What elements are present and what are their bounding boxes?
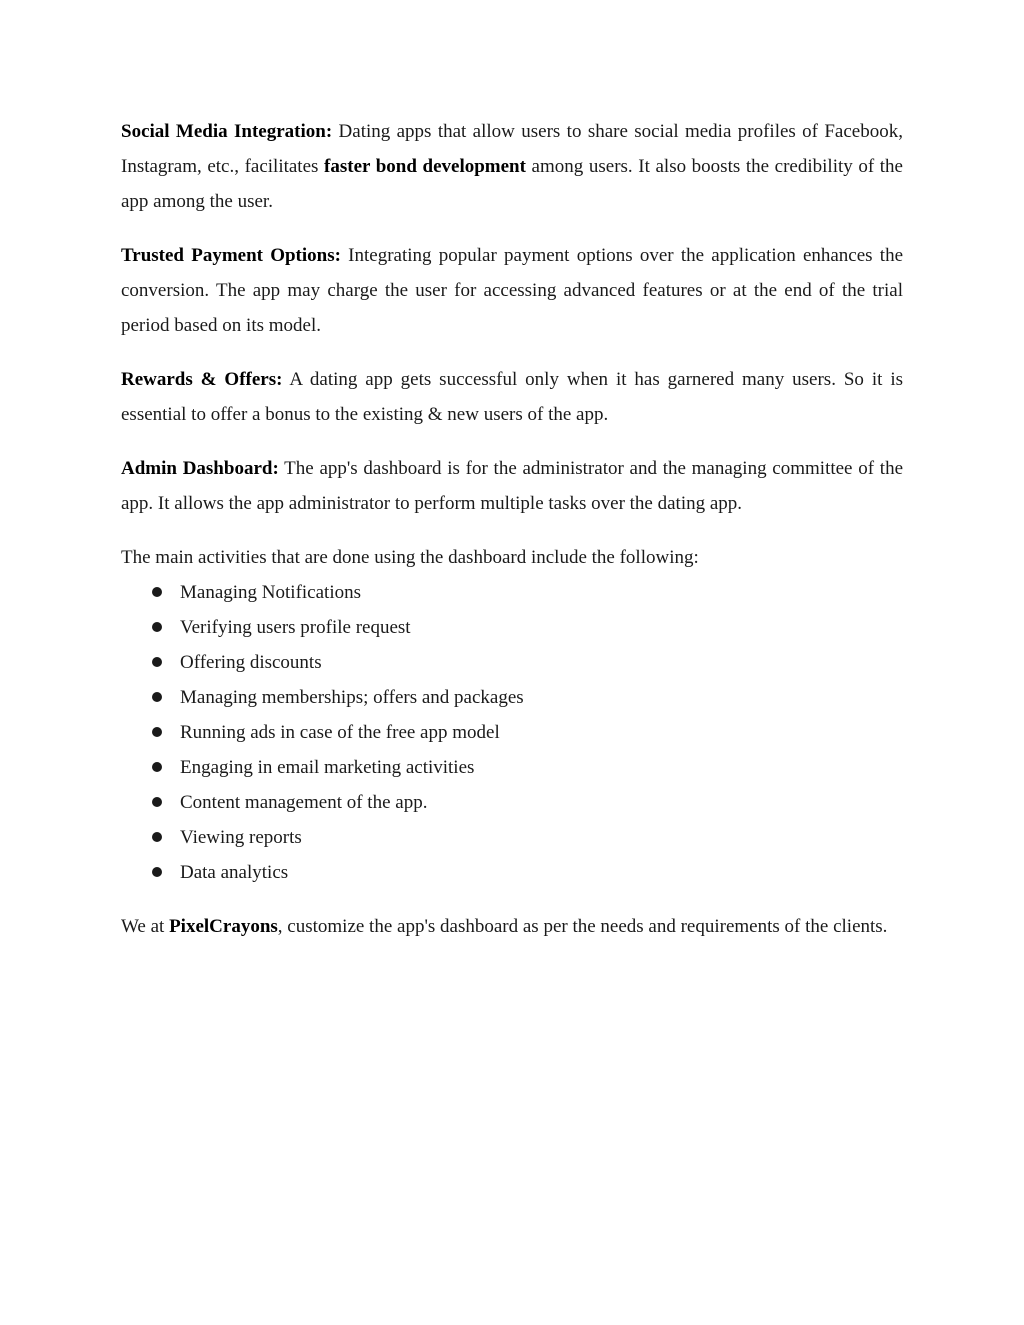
paragraph-text: , customize the app's dashboard as per the needs and requirements of the clients. xyxy=(277,916,888,937)
trusted-payment-options-paragraph xyxy=(121,238,903,343)
list-item xyxy=(121,785,903,820)
bullet-icon xyxy=(152,692,162,702)
bullet-icon xyxy=(152,762,162,772)
paragraph-text: We at xyxy=(121,916,170,937)
rewards-offers-heading: Rewards & Offers: xyxy=(121,369,283,390)
admin-dashboard-heading: Admin Dashboard: xyxy=(121,458,279,479)
rewards-offers-paragraph xyxy=(121,362,903,432)
list-item xyxy=(121,610,903,645)
activities-list xyxy=(121,575,903,890)
list-item xyxy=(121,820,903,855)
document-page xyxy=(121,114,903,963)
list-item xyxy=(121,855,903,890)
paragraph-text: A dating app gets successful only when it has garnered many users. So it is essential to offer a bonus to the existing & new users of the app. xyxy=(121,369,903,425)
list-item-text: Running ads in case of the free app model xyxy=(180,722,500,743)
activities-intro: The main activities that are done using the dashboard include the following: xyxy=(121,547,699,568)
list-item-text: Offering discounts xyxy=(180,652,322,673)
list-item-text: Engaging in email marketing activities xyxy=(180,757,475,778)
list-item-text: Data analytics xyxy=(180,862,289,883)
faster-bond-development-emphasis: faster bond development xyxy=(324,156,526,177)
bullet-icon xyxy=(152,867,162,877)
paragraph-text: The app's dashboard is for the administrator and the managing committee of the app. It allows the app administrator to perform multiple tasks over the dating app. xyxy=(121,458,903,514)
paragraph-text: Dating apps that allow users to share social media profiles of Facebook, Instagram, etc., facilitates xyxy=(121,121,903,177)
bullet-icon xyxy=(152,622,162,632)
trusted-payment-options-heading: Trusted Payment Options: xyxy=(121,245,341,266)
list-item-text: Viewing reports xyxy=(180,827,302,848)
list-item xyxy=(121,645,903,680)
list-item xyxy=(121,750,903,785)
paragraph-text: Integrating popular payment options over the application enhances the conversion. The app may charge the user for accessing advanced features or at the end of the trial period based on its model. xyxy=(121,245,904,336)
bullet-icon xyxy=(152,587,162,597)
bullet-icon xyxy=(152,797,162,807)
bullet-icon xyxy=(152,727,162,737)
social-media-integration-paragraph xyxy=(121,114,903,219)
list-item-text: Managing memberships; offers and packages xyxy=(180,687,524,708)
brand-name: PixelCrayons xyxy=(169,916,278,937)
list-item-text: Content management of the app. xyxy=(180,792,428,813)
social-media-integration-heading: Social Media Integration: xyxy=(121,121,333,142)
bullet-icon xyxy=(152,657,162,667)
list-item-text: Managing Notifications xyxy=(180,582,361,603)
list-item-text: Verifying users profile request xyxy=(180,617,411,638)
bullet-icon xyxy=(152,832,162,842)
paragraph-text: among users. It also boosts the credibility of the app among the user. xyxy=(121,156,903,212)
list-item xyxy=(121,680,903,715)
list-item xyxy=(121,715,903,750)
admin-dashboard-paragraph xyxy=(121,451,903,521)
closing-paragraph xyxy=(121,909,903,944)
list-item xyxy=(121,575,903,610)
